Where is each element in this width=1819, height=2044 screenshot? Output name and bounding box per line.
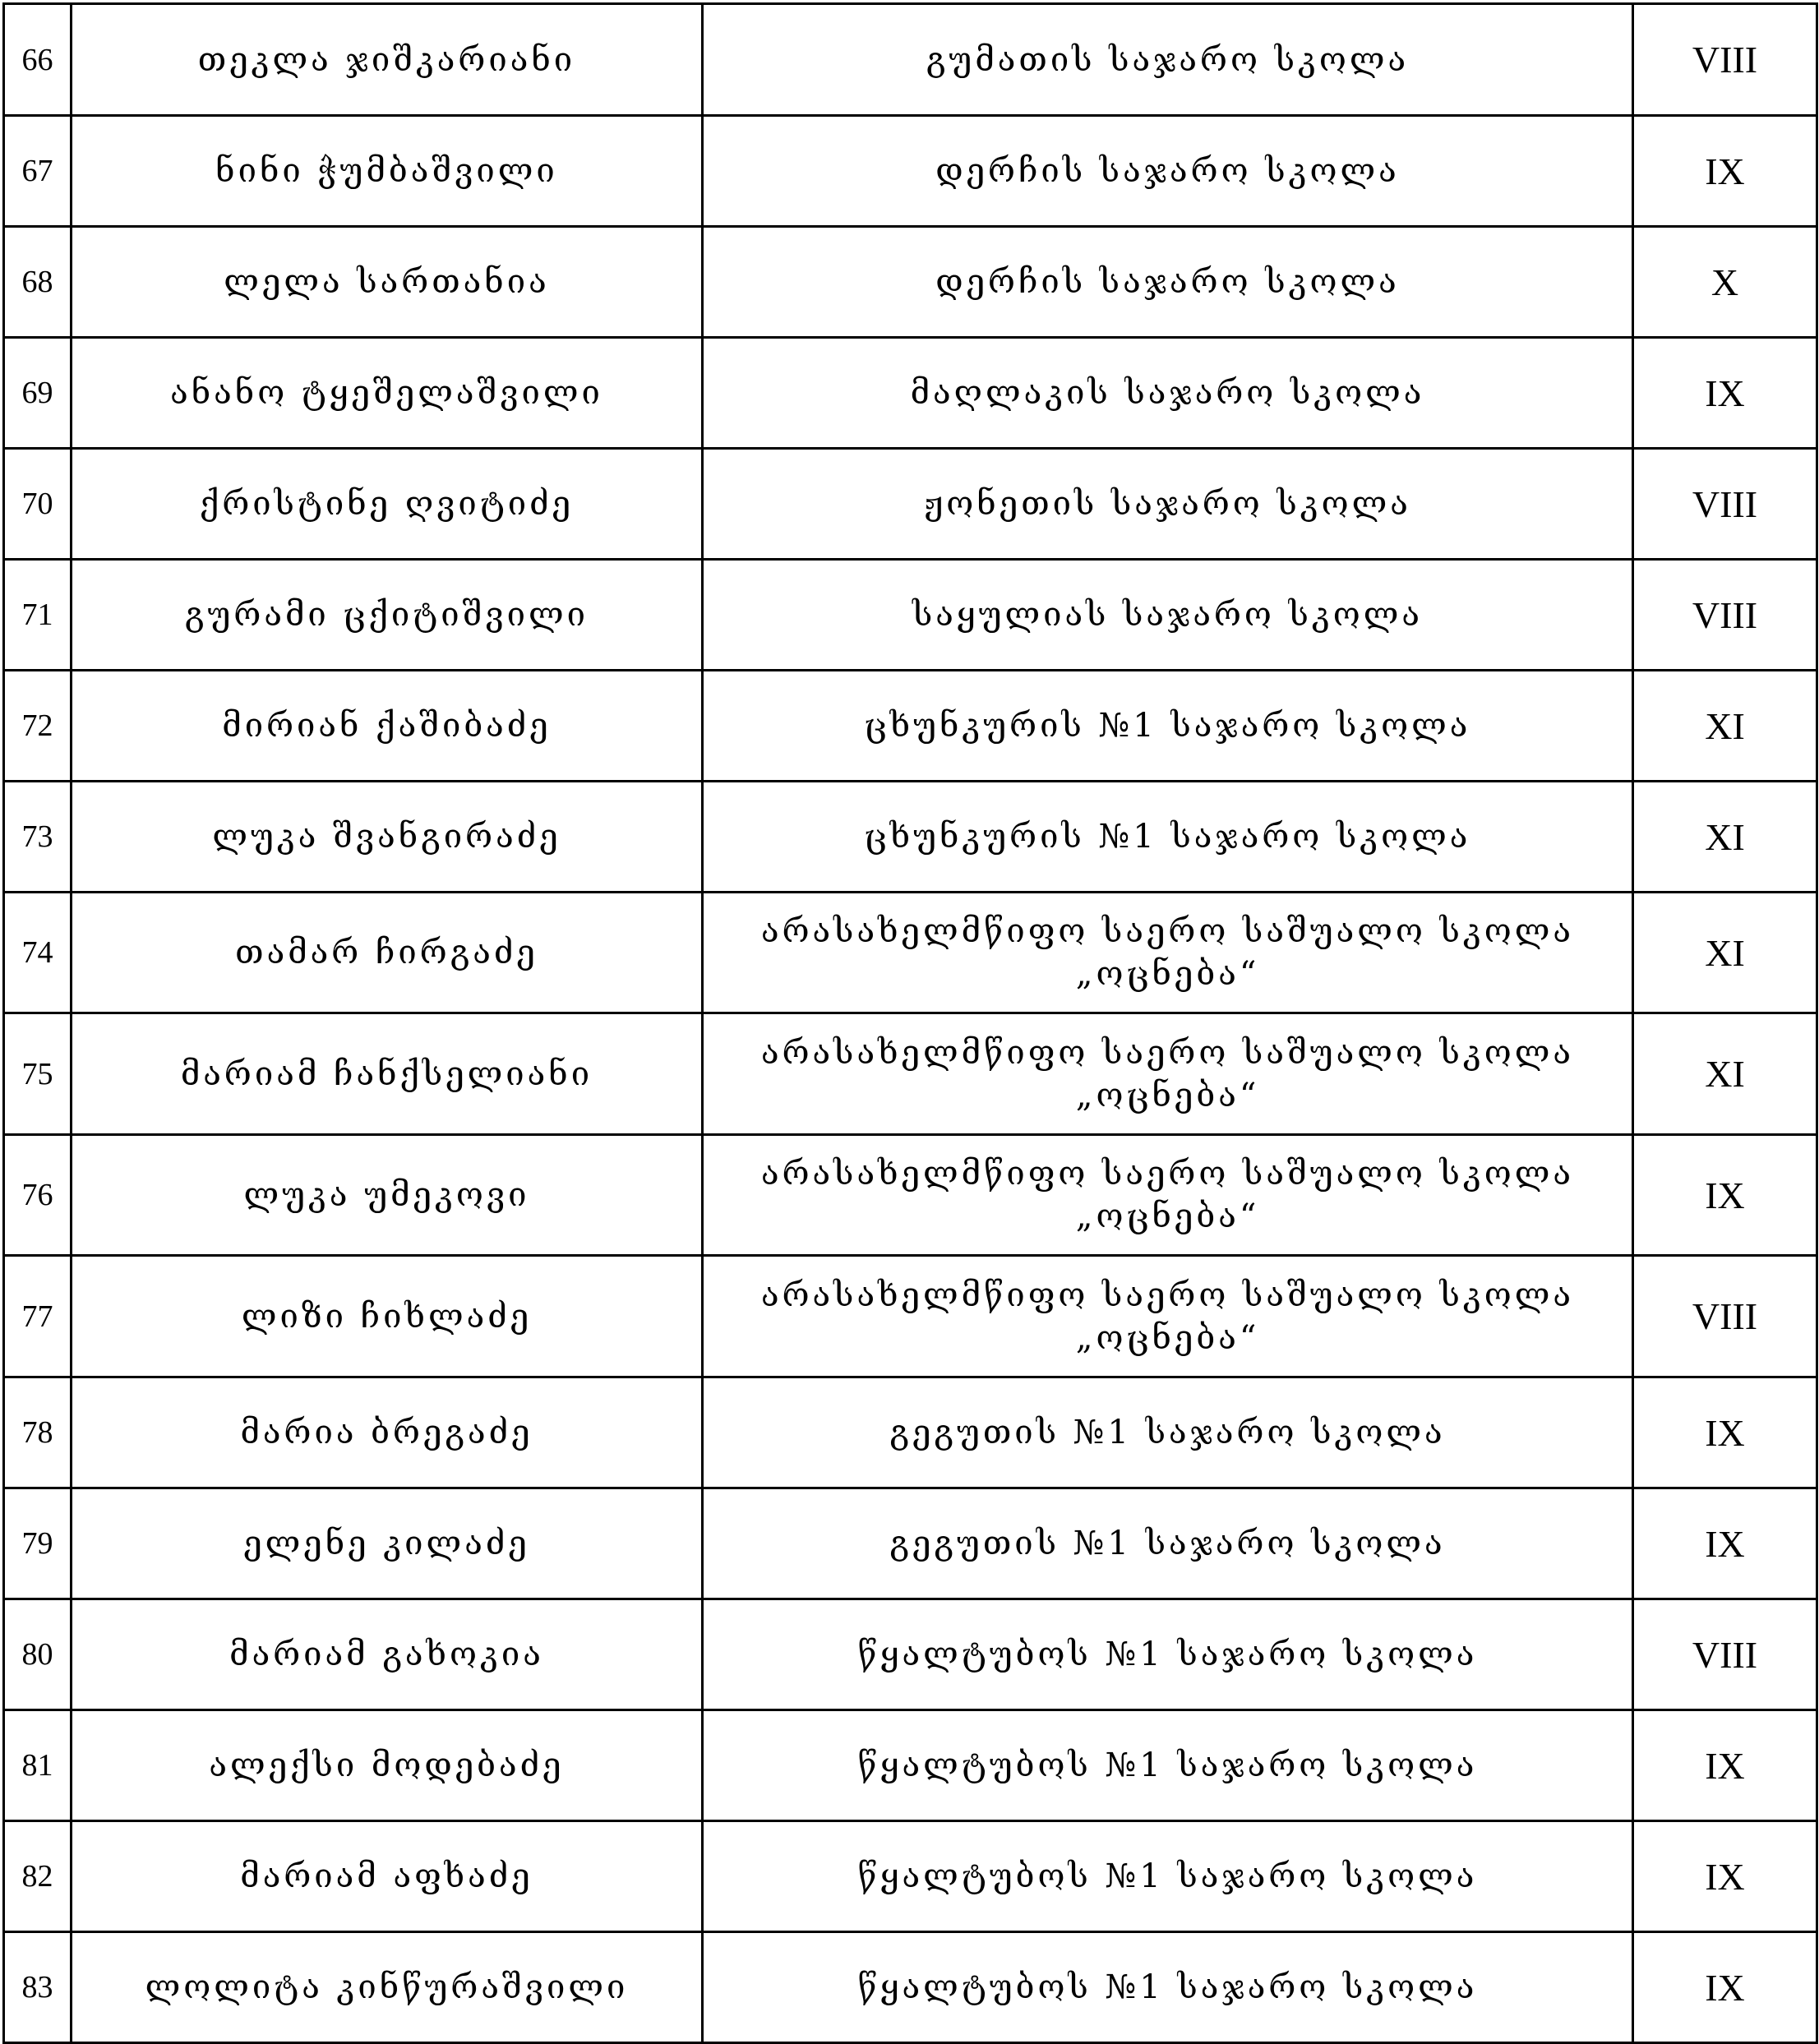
row-number-cell: 82 — [4, 1821, 72, 1932]
row-number-cell: 79 — [4, 1488, 72, 1599]
grade-cell: IX — [1633, 1710, 1817, 1821]
row-number-cell: 67 — [4, 116, 72, 227]
student-name-cell: ლიზი ჩიხლაძე — [72, 1256, 703, 1377]
school-name-line: ჟონეთის საჯარო სკოლა — [924, 485, 1411, 523]
school-name-line: წყალტუბოს №1 საჯარო სკოლა — [857, 1857, 1478, 1895]
school-name-line: დერჩის საჯარო სკოლა — [935, 152, 1400, 190]
student-name-cell: მარიამ ჩანქსელიანი — [72, 1013, 703, 1135]
student-name-cell: ქრისტინე ღვიტიძე — [72, 449, 703, 560]
row-number-cell: 71 — [4, 560, 72, 671]
row-number-cell: 74 — [4, 893, 72, 1013]
grade-cell: XI — [1633, 1013, 1817, 1135]
school-cell — [703, 1599, 1633, 1710]
school-cell — [703, 4, 1633, 116]
school-name-line: წყალტუბოს №1 საჯარო სკოლა — [857, 1636, 1478, 1673]
row-number-cell: 72 — [4, 671, 72, 782]
school-cell — [703, 1821, 1633, 1932]
school-cell — [703, 671, 1633, 782]
grade-cell: VIII — [1633, 449, 1817, 560]
school-cell — [703, 1488, 1633, 1599]
grade-cell: X — [1633, 227, 1817, 338]
student-name-cell: ალექსი მოდებაძე — [72, 1710, 703, 1821]
student-name-cell: თეკლა ჯიშკარიანი — [72, 4, 703, 116]
grade-cell: IX — [1633, 116, 1817, 227]
school-cell — [703, 116, 1633, 227]
row-number-cell: 73 — [4, 782, 72, 893]
school-name-line: ცხუნკურის №1 საჯარო სკოლა — [864, 707, 1471, 745]
student-name-cell: ლელა სართანია — [72, 227, 703, 338]
table-row — [4, 1135, 1817, 1256]
student-name-cell: გურამი ცქიტიშვილი — [72, 560, 703, 671]
school-name-line: დერჩის საჯარო სკოლა — [935, 263, 1400, 301]
school-name-line: ცხუნკურის №1 საჯარო სკოლა — [864, 818, 1471, 856]
school-name-line: წყალტუბოს №1 საჯარო სკოლა — [857, 1746, 1478, 1784]
grade-cell: VIII — [1633, 1256, 1817, 1377]
school-name-line: არასახელმწიფო საერო საშუალო სკოლა — [760, 1276, 1575, 1314]
school-cell — [703, 338, 1633, 449]
school-cell — [703, 1377, 1633, 1488]
school-cell — [703, 782, 1633, 893]
student-name-cell: მარიამ გახოკია — [72, 1599, 703, 1710]
table-row — [4, 560, 1817, 671]
grade-cell: XI — [1633, 782, 1817, 893]
row-number-cell: 78 — [4, 1377, 72, 1488]
table-row — [4, 671, 1817, 782]
school-name-line: გუმათის საჯარო სკოლა — [926, 40, 1410, 79]
school-name-line: არასახელმწიფო საერო საშუალო სკოლა — [760, 912, 1575, 950]
student-name-cell: ელენე კილაძე — [72, 1488, 703, 1599]
participants-table — [2, 2, 1818, 2044]
grade-cell: IX — [1633, 1488, 1817, 1599]
student-name-cell: მარია ბრეგაძე — [72, 1377, 703, 1488]
table-row — [4, 1256, 1817, 1377]
row-number-cell: 77 — [4, 1256, 72, 1377]
grade-cell: IX — [1633, 1932, 1817, 2043]
table-row — [4, 338, 1817, 449]
table-row — [4, 116, 1817, 227]
table-row — [4, 893, 1817, 1013]
school-name-line: არასახელმწიფო საერო საშუალო სკოლა — [760, 1155, 1575, 1193]
school-name-line: არასახელმწიფო საერო საშუალო სკოლა — [760, 1033, 1575, 1072]
student-name-cell: თამარ ჩირგაძე — [72, 893, 703, 1013]
row-number-cell: 75 — [4, 1013, 72, 1135]
table-row — [4, 1599, 1817, 1710]
student-name-cell: ლუკა შვანგირაძე — [72, 782, 703, 893]
grade-cell: IX — [1633, 1377, 1817, 1488]
school-name-line: წყალტუბოს №1 საჯარო სკოლა — [857, 1968, 1478, 2006]
student-name-cell: მირიან ქაშიბაძე — [72, 671, 703, 782]
grade-cell: VIII — [1633, 1599, 1817, 1710]
table-row — [4, 4, 1817, 116]
student-name-cell: ლუკა უმეკოვი — [72, 1135, 703, 1256]
school-cell — [703, 449, 1633, 560]
row-number-cell: 69 — [4, 338, 72, 449]
row-number-cell: 66 — [4, 4, 72, 116]
grade-cell: IX — [1633, 1135, 1817, 1256]
school-cell — [703, 1932, 1633, 2043]
school-cell — [703, 227, 1633, 338]
table-row — [4, 1932, 1817, 2043]
table-row — [4, 1488, 1817, 1599]
school-cell — [703, 1256, 1633, 1377]
table-row — [4, 227, 1817, 338]
student-name-cell: ნინი ჭუმბაშვილი — [72, 116, 703, 227]
school-name-line: მაღლაკის საჯარო სკოლა — [910, 374, 1425, 412]
student-name-cell: მარიამ აფხაძე — [72, 1821, 703, 1932]
school-cell — [703, 1013, 1633, 1135]
grade-cell: VIII — [1633, 4, 1817, 116]
table-row — [4, 782, 1817, 893]
table-row — [4, 449, 1817, 560]
school-name-line: საყულიას საჯარო სკოლა — [912, 596, 1424, 634]
row-number-cell: 83 — [4, 1932, 72, 2043]
school-name-line: გეგუთის №1 საჯარო სკოლა — [889, 1414, 1446, 1451]
school-name-line-2: „ოცნება“ — [1075, 1197, 1260, 1235]
row-number-cell: 80 — [4, 1599, 72, 1710]
table-row — [4, 1013, 1817, 1135]
school-cell — [703, 893, 1633, 1013]
row-number-cell: 81 — [4, 1710, 72, 1821]
school-cell — [703, 560, 1633, 671]
table-row — [4, 1710, 1817, 1821]
school-name-line-2: „ოცნება“ — [1075, 1076, 1260, 1114]
row-number-cell: 70 — [4, 449, 72, 560]
row-number-cell: 76 — [4, 1135, 72, 1256]
table-row — [4, 1377, 1817, 1488]
grade-cell: VIII — [1633, 560, 1817, 671]
grade-cell: XI — [1633, 671, 1817, 782]
student-name-cell: ლოლიტა კინწურაშვილი — [72, 1932, 703, 2043]
student-name-cell: ანანო ტყეშელაშვილი — [72, 338, 703, 449]
table-row — [4, 1821, 1817, 1932]
row-number-cell: 68 — [4, 227, 72, 338]
school-name-line-2: „ოცნება“ — [1075, 1318, 1260, 1357]
school-cell — [703, 1135, 1633, 1256]
school-cell — [703, 1710, 1633, 1821]
grade-cell: XI — [1633, 893, 1817, 1013]
grade-cell: IX — [1633, 338, 1817, 449]
participants-table-body — [4, 4, 1817, 2043]
grade-cell: IX — [1633, 1821, 1817, 1932]
school-name-line: გეგუთის №1 საჯარო სკოლა — [889, 1525, 1446, 1562]
school-name-line-2: „ოცნება“ — [1075, 955, 1260, 993]
